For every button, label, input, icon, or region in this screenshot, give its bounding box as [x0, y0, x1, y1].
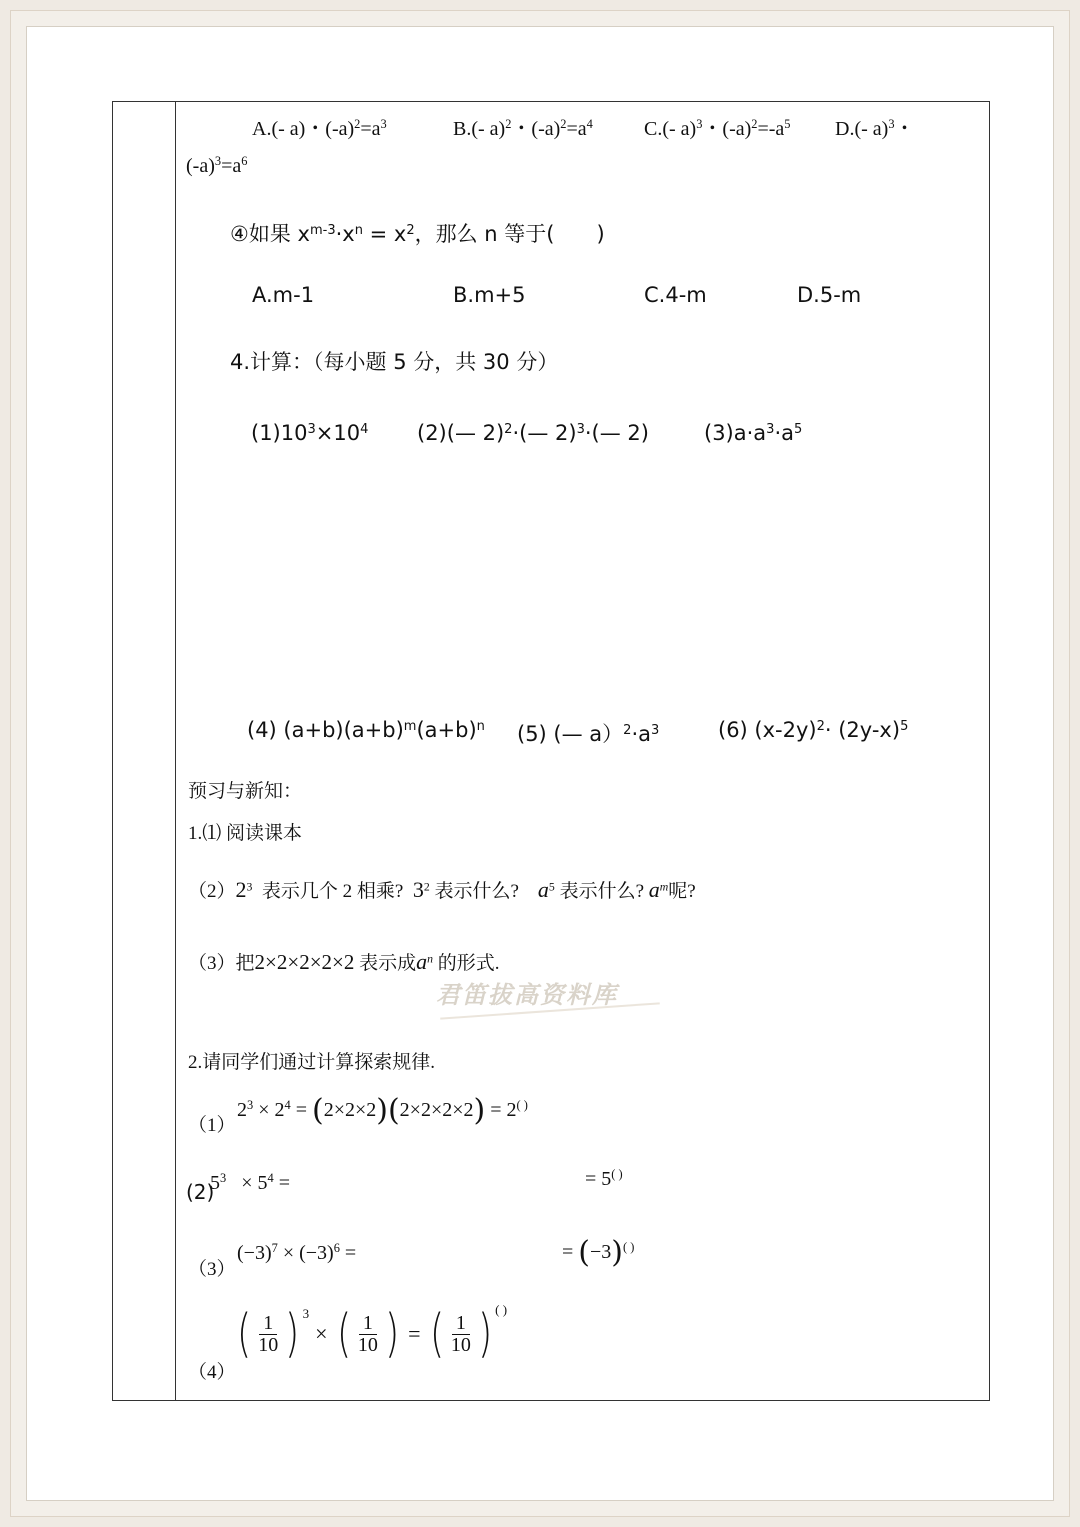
q4-option-d: D.5-m	[797, 283, 862, 307]
section4-title: 4.计算：（每小题 5 分，共 30 分）	[230, 350, 559, 374]
table-column-divider	[175, 101, 176, 1401]
watermark: 君笛拔高资料库	[436, 980, 618, 1009]
explore-row-4-label: （4）	[188, 1362, 236, 1383]
q3-option-c: C.(- a)$^3$・$(-a)^2=-a^5$	[644, 117, 791, 140]
q4-option-a: A.m-1	[252, 283, 315, 307]
explore-row-1: $2^3 \times 2^4 = (2\times 2\times 2)(2\times 2\times 2\times 2) = 2^{( )}$	[237, 1093, 528, 1128]
explore-row-2-result: = 5( )	[585, 1167, 623, 1190]
q3-option-d-cont: $(-a)^3=a^6$	[186, 154, 248, 177]
calc-problem-4: (4) $(a+b)(a+b)^m(a+b)^n$	[247, 718, 485, 742]
q3-option-d: D.(- a)$^3$・	[835, 117, 915, 140]
calc-problem-5: (5) (— $a)^2\cdot a^3$	[517, 722, 660, 746]
explore-row-2-label: (2)	[186, 1180, 215, 1204]
q4-option-b: B.m+5	[453, 283, 526, 307]
explore-row-2: $5^3$ × $5^4$ =	[210, 1171, 290, 1194]
explore-row-3: $(-3)^7 \times (-3)^6$ =	[237, 1241, 357, 1264]
fraction: $\frac{1}{10}$	[258, 1311, 279, 1356]
q4-option-c: C.4-m	[644, 283, 707, 307]
calc-problem-1: $(1)10^3\times 10^4$	[251, 421, 369, 445]
calc-problem-3: $(3)a\cdot a^3\cdot a^5$	[704, 421, 803, 445]
fraction: $\frac{1}{10}$	[450, 1311, 471, 1356]
preview-item-1: 1.⑴ 阅读课本	[188, 823, 303, 844]
explore-row-3-result: = (−3)( )	[562, 1235, 635, 1270]
preview-heading: 预习与新知：	[188, 781, 303, 802]
fraction: $\frac{1}{10}$	[357, 1311, 378, 1356]
q3-option-a: A.(- a)・$(-a)^2=a^3$	[252, 117, 387, 140]
preview-item-2: $(2)2^3$ 表示几个 2 相乘? $3^2$ 表示什么? $a^5$ 表示什么? $a^m$呢?	[188, 877, 696, 902]
explore-row-3-label: （3）	[188, 1259, 236, 1280]
explore-row-4: ( $\frac{1}{10}$ ) 3 × ( $\frac{1}{10}$ ) = ( $\frac{1}{10}$ ) ( )	[237, 1302, 508, 1364]
explore-row-1-label: （1）	[188, 1115, 236, 1136]
explore-heading: 2.请同学们通过计算探索规律.	[188, 1052, 436, 1073]
q3-option-b: B.(- a)$^2$・$(-a)^2=a^4$	[453, 117, 593, 140]
q4-question: ④如果 $x^{m-3}\cdot x^n = x^2$，那么 n 等于( )	[230, 222, 605, 246]
calc-problem-6: (6) $(x-2y)^2\cdot (2y-x)^5$	[718, 718, 909, 742]
calc-problem-2: (2)(— 2)$^2$·(— 2)$^3$·(— 2)	[417, 421, 649, 445]
preview-item-3: （3）把2×2×2×2×2 表示成$a^n$ 的形式.	[188, 949, 500, 974]
